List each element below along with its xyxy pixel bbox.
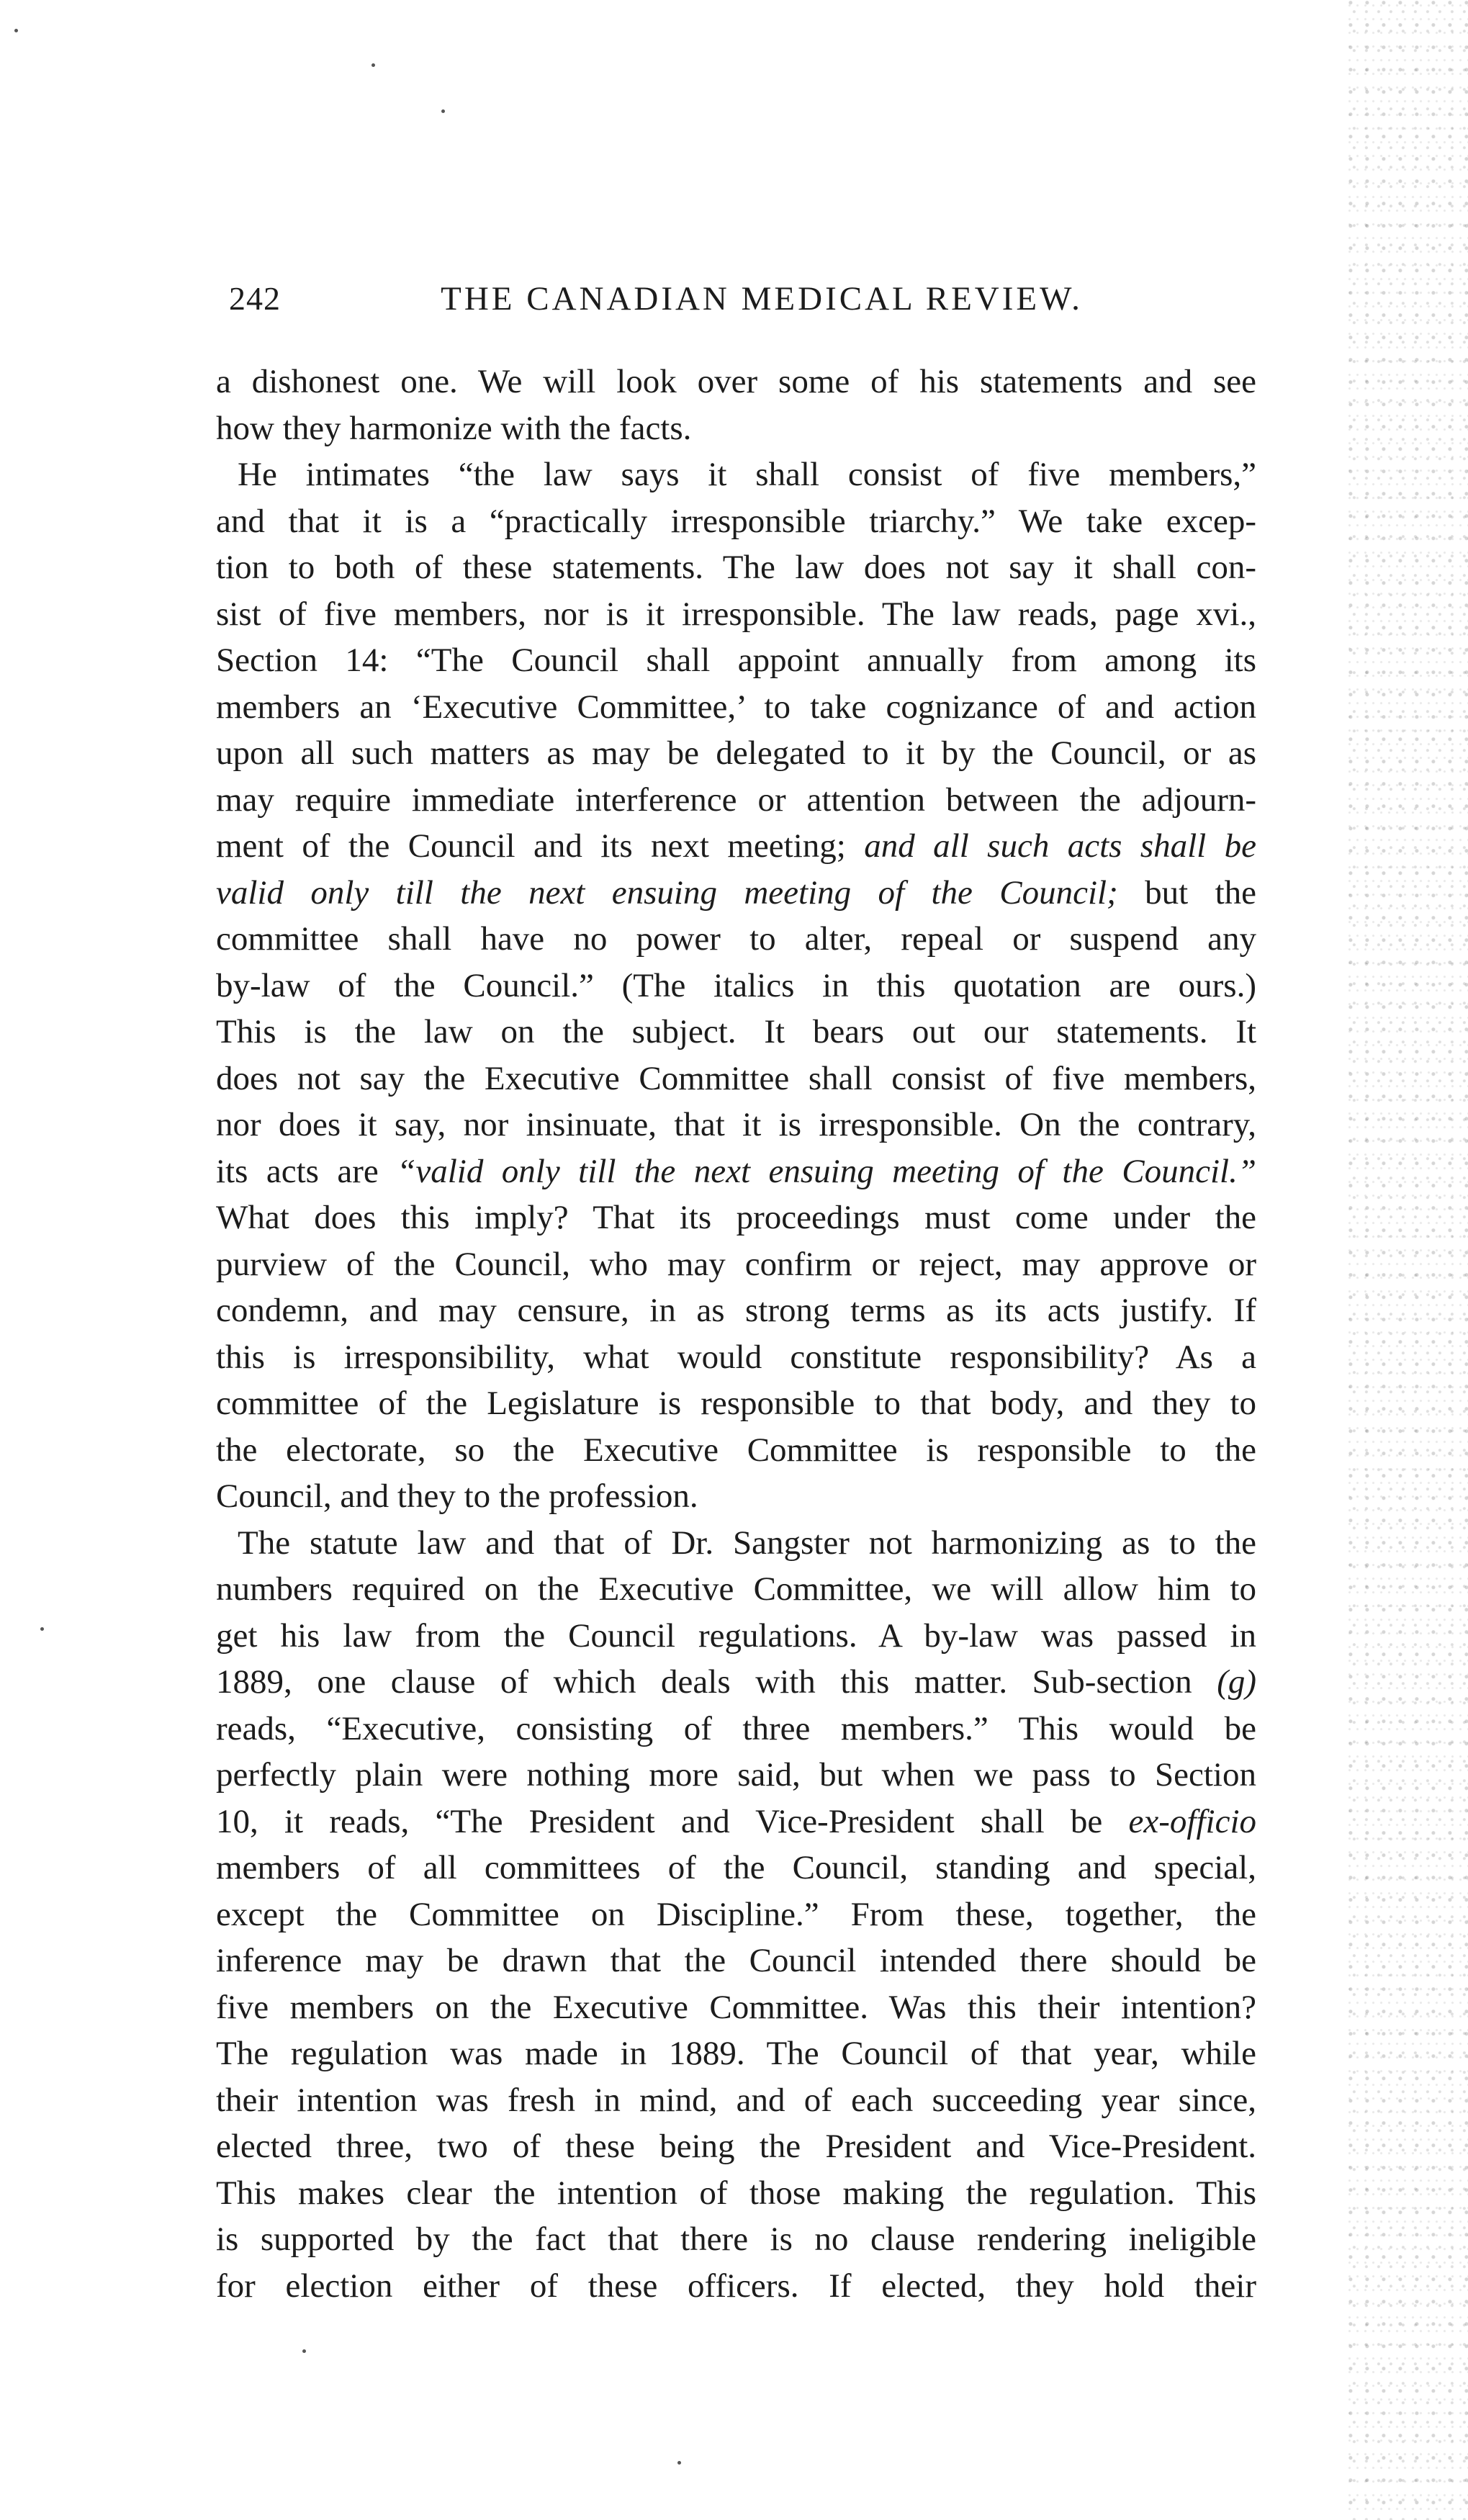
text-line: five members on the Executive Committee. Was this their intention? — [216, 1988, 1256, 2026]
scan-speck — [441, 109, 445, 113]
text-run: 10, it reads, “The President and Vice-President shall be — [216, 1802, 1103, 1840]
text-line: What does this imply? That its proceedings must come under the — [216, 1199, 1256, 1236]
text-run: ment of the Council and its next meeting; — [216, 827, 846, 865]
text-line: may require immediate interference or attention between the adjourn- — [216, 780, 1256, 819]
text-line: tion to both of these statements. The law does not say it shall con- — [216, 549, 1256, 586]
text-line: inference may be drawn that the Council intended there should be — [216, 1942, 1256, 1979]
page-header — [229, 279, 1251, 330]
scan-speck — [40, 1627, 44, 1631]
text-line-mixed — [216, 823, 1256, 870]
text-line: Section 14: “The Council shall appoint annually from among its — [216, 642, 1256, 679]
text-line: by-law of the Council.” (The italics in this quotation are ours.) — [216, 966, 1256, 1004]
paragraph-start-line: The statute law and that of Dr. Sangster not harmonizing as to the — [238, 1524, 1256, 1562]
text-run: 1889, one clause of which deals with this matter. Sub-section — [216, 1663, 1192, 1701]
italic-run: valid only till the next ensuing meeting of the Council; — [216, 873, 1118, 912]
text-line: how they harmonize with the facts. — [216, 409, 692, 447]
text-line: except the Committee on Discipline.” From these, together, the — [216, 1895, 1256, 1933]
text-line: This is the law on the subject. It bears out our statements. It — [216, 1013, 1256, 1050]
text-line: get his law from the Council regulations. A by-law was passed in — [216, 1616, 1256, 1655]
italic-run: and all such acts shall be — [864, 827, 1256, 865]
text-line: a dishonest one. We will look over some of his statements and see — [216, 363, 1256, 400]
text-line: nor does it say, nor insinuate, that it is irresponsible. On the contrary, — [216, 1106, 1256, 1143]
text-line: members an ‘Executive Committee,’ to take cognizance of and action — [216, 688, 1256, 726]
page-number: 242 — [229, 280, 281, 317]
text-line: reads, “Executive, consisting of three members.” This would be — [216, 1709, 1256, 1747]
italic-run: “valid only till the next ensuing meeting of the Council.” — [397, 1152, 1256, 1190]
text-line: purview of the Council, who may confirm or reject, may approve or — [216, 1245, 1256, 1283]
text-line: condemn, and may censure, in as strong terms as its acts justify. If — [216, 1292, 1256, 1329]
italic-run: (g) — [1217, 1663, 1256, 1701]
scan-speck — [14, 29, 18, 32]
text-line: this is irresponsibility, what would constitute responsibility? As a — [216, 1338, 1256, 1376]
text-line: members of all committees of the Council, standing and special, — [216, 1849, 1256, 1886]
text-line-mixed — [216, 1799, 1256, 1845]
text-line: their intention was fresh in mind, and of each succeeding year since, — [216, 2081, 1256, 2119]
italic-run: ex-officio — [1128, 1802, 1256, 1840]
scan-noise-edge — [1346, 0, 1468, 2520]
text-line-mixed — [216, 870, 1256, 917]
article-body — [216, 359, 1256, 2309]
text-line-mixed — [216, 1659, 1256, 1706]
text-line: is supported by the fact that there is no clause rendering ineligible — [216, 2220, 1256, 2258]
text-line: for election either of these officers. If elected, they hold their — [216, 2267, 1256, 2305]
text-line: elected three, two of these being the President and Vice-President. — [216, 2128, 1256, 2165]
text-line: and that it is a “practically irresponsible triarchy.” We take excep- — [216, 502, 1256, 540]
text-line: committee of the Legislature is responsible to that body, and they to — [216, 1385, 1256, 1422]
running-title: THE CANADIAN MEDICAL REVIEW. — [441, 280, 1083, 318]
text-line: perfectly plain were nothing more said, but when we pass to Section — [216, 1756, 1256, 1794]
text-line: The regulation was made in 1889. The Council of that year, while — [216, 2035, 1256, 2072]
text-line: upon all such matters as may be delegated to it by the Council, or as — [216, 734, 1256, 772]
text-line: This makes clear the intention of those making the regulation. This — [216, 2174, 1256, 2212]
text-run: but the — [1145, 873, 1256, 912]
text-line-mixed — [216, 1148, 1256, 1195]
scan-speck — [677, 2461, 681, 2465]
text-line: sist of five members, nor is it irresponsible. The law reads, page xvi., — [216, 595, 1256, 633]
text-run: its acts are — [216, 1152, 379, 1190]
text-line: numbers required on the Executive Committee, we will allow him to — [216, 1570, 1256, 1608]
text-line: the electorate, so the Executive Committee is responsible to the — [216, 1431, 1256, 1469]
scan-speck — [371, 63, 375, 67]
text-line: Council, and they to the profession. — [216, 1477, 698, 1515]
text-line: committee shall have no power to alter, repeal or suspend any — [216, 920, 1256, 958]
scan-speck — [302, 2349, 306, 2353]
paragraph-start-line: He intimates “the law says it shall consist of five members,” — [238, 456, 1256, 493]
text-line: does not say the Executive Committee shall consist of five members, — [216, 1059, 1256, 1097]
